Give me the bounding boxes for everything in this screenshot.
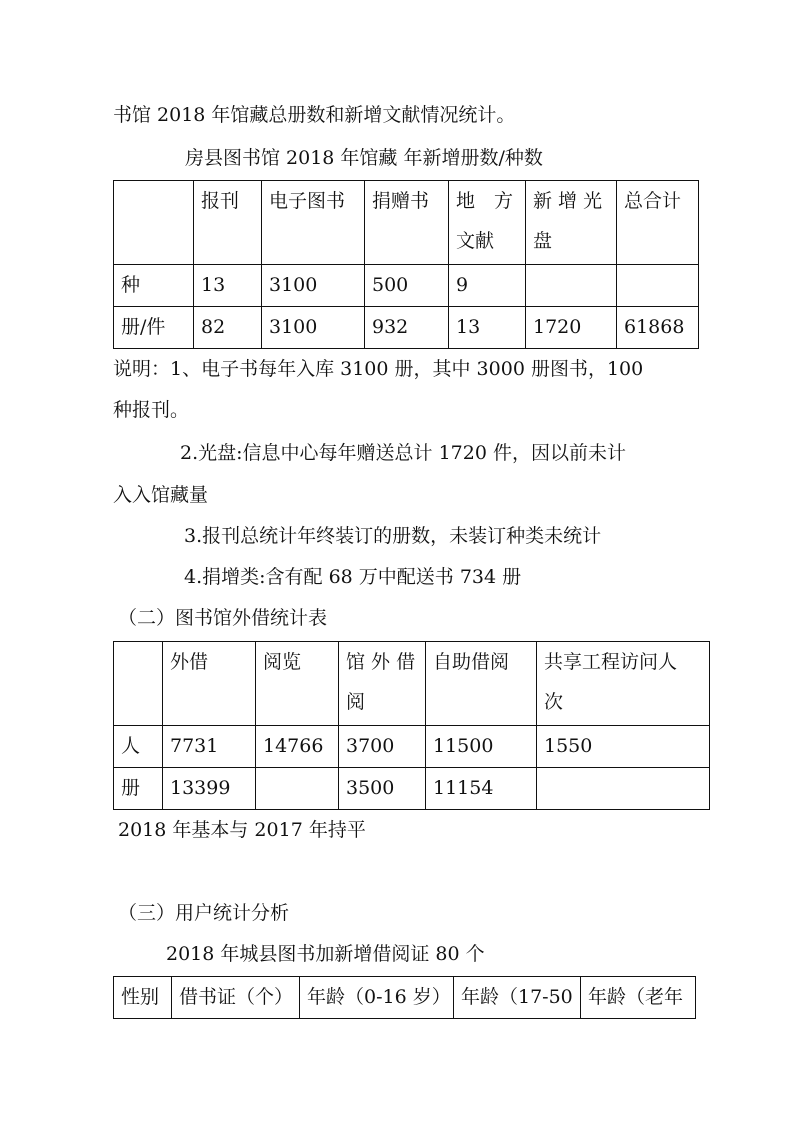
row-label: 种 [114, 265, 194, 307]
collection-table [113, 180, 699, 349]
table1-caption: 房县图书馆 2018 年馆藏 年新增册数/种数 [185, 147, 543, 169]
section-3-heading: （三）用户统计分析 [118, 902, 290, 924]
header-cell: 性别 [114, 977, 172, 1019]
lending-table [113, 641, 710, 810]
table-cell: 13 [194, 265, 262, 307]
note-2-line-1: 2.光盘:信息中心每年赠送总计 1720 件，因以前未计 [180, 442, 626, 464]
header-cell: 总合计 [617, 181, 699, 265]
row-label: 册 [114, 768, 163, 810]
table-row [114, 307, 699, 349]
user-stats-table [113, 976, 696, 1019]
note-1-line-1: 说明：1、电子书每年入库 3100 册，其中 3000 册图书，100 [113, 358, 644, 380]
header-cell: 捐赠书 [365, 181, 449, 265]
table-cell: 61868 [617, 307, 699, 349]
table-cell: 932 [365, 307, 449, 349]
section-3-caption: 2018 年城县图书加新增借阅证 80 个 [166, 943, 485, 965]
table-cell: 3100 [262, 307, 365, 349]
table-cell [617, 265, 699, 307]
note-2-line-2: 入入馆藏量 [113, 484, 209, 506]
table-header-row [114, 642, 710, 726]
header-cell [114, 642, 163, 726]
table-cell: 14766 [256, 726, 339, 768]
note-3: 3.报刊总统计年终装订的册数，未装订种类未统计 [184, 525, 602, 547]
row-label: 册/件 [114, 307, 194, 349]
table-header-row [114, 977, 696, 1019]
header-cell: 年龄（老年 [581, 977, 696, 1019]
note-4: 4.捐增类:含有配 68 万中配送书 734 册 [184, 566, 522, 588]
table-cell: 7731 [163, 726, 256, 768]
table-cell: 11500 [426, 726, 537, 768]
table-cell: 3100 [262, 265, 365, 307]
header-cell: 馆 外 借 阅 [339, 642, 426, 726]
header-cell [114, 181, 194, 265]
header-cell: 地 方 文献 [449, 181, 526, 265]
table-cell: 3500 [339, 768, 426, 810]
table-cell: 1550 [537, 726, 710, 768]
table-cell: 3700 [339, 726, 426, 768]
table-cell: 13 [449, 307, 526, 349]
table-header-row [114, 181, 699, 265]
table-row [114, 265, 699, 307]
table-row [114, 768, 710, 810]
header-cell: 外借 [163, 642, 256, 726]
header-cell: 共享工程访问人 次 [537, 642, 710, 726]
table-cell: 13399 [163, 768, 256, 810]
table-cell: 9 [449, 265, 526, 307]
header-cell: 年龄（0-16 岁） [300, 977, 454, 1019]
table-cell: 82 [194, 307, 262, 349]
header-cell: 借书证（个） [172, 977, 300, 1019]
table-row [114, 726, 710, 768]
table-cell [256, 768, 339, 810]
row-label: 人 [114, 726, 163, 768]
header-cell: 阅览 [256, 642, 339, 726]
header-cell: 电子图书 [262, 181, 365, 265]
header-cell: 新 增 光 盘 [526, 181, 617, 265]
table-cell: 1720 [526, 307, 617, 349]
header-cell: 自助借阅 [426, 642, 537, 726]
section-2-note: 2018 年基本与 2017 年持平 [118, 819, 366, 841]
table-cell [526, 265, 617, 307]
table-cell [537, 768, 710, 810]
header-cell: 年龄（17-50 [454, 977, 581, 1019]
header-cell: 报刊 [194, 181, 262, 265]
note-1-line-2: 种报刊。 [113, 399, 190, 421]
table-cell: 11154 [426, 768, 537, 810]
section-2-heading: （二）图书馆外借统计表 [118, 607, 328, 629]
intro-line: 书馆 2018 年馆藏总册数和新增文献情况统计。 [113, 104, 516, 126]
table-cell: 500 [365, 265, 449, 307]
